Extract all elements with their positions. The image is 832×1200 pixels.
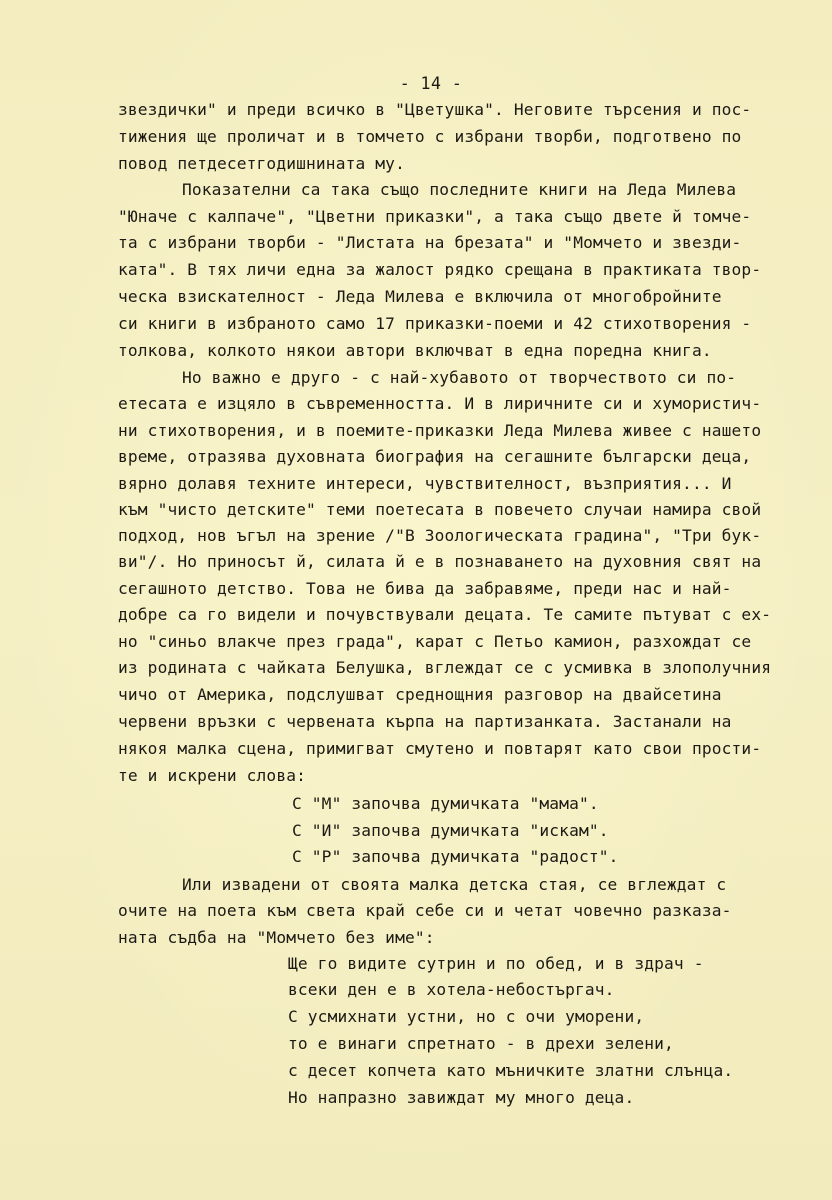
text-line: С "Р" започва думичката "радост". xyxy=(292,847,619,866)
text-line: тижения ще проличат и в томчето с избрани творби, подготвено по xyxy=(118,127,742,146)
text-line: ви"/. Но приносът й, силата й е в познаването на духовния свят на xyxy=(118,552,762,571)
text-line: чичо от Америка, подслушват среднощния разговор на двайсетина xyxy=(118,685,722,704)
text-line: повод петдесетгодишнината му. xyxy=(118,154,405,173)
text-line: толкова, колкото някои автори включват в една поредна книга. xyxy=(118,341,712,360)
text-line: ни стихотворения, и в поемите-приказки Леда Милева живее с нашето xyxy=(118,421,762,440)
text-line: добре са го видели и почувствували децата. Те самите пътуват с ех- xyxy=(118,605,772,624)
text-line: ческа взискателност - Леда Милева е включила от многобройните xyxy=(118,287,722,306)
page-number: - 14 - xyxy=(399,74,463,93)
text-line: си книги в избраното само 17 приказки-поеми и 42 стихотворения - xyxy=(118,314,752,333)
text-line: време, отразява духовната биография на сегашните български деца, xyxy=(118,447,752,466)
text-line: те и искрени слова: xyxy=(118,766,307,785)
text-line: звездички" и преди всичко в "Цветушка". Неговите търсения и пос- xyxy=(118,100,752,119)
text-line: ната съдба на "Момчето без име": xyxy=(118,928,435,947)
text-line: Ще го видите сутрин и по обед, и в здрач - xyxy=(288,954,704,973)
text-line: то е винаги спретнато - в дрехи зелени, xyxy=(288,1034,674,1053)
text-line: към "чисто детските" теми поетесата в повечето случаи намира свой xyxy=(118,500,762,519)
text-line: Но напразно завиждат му много деца. xyxy=(288,1088,635,1107)
text-line: с десет копчета като мъничките златни слънца. xyxy=(288,1061,734,1080)
text-line: С "И" започва думичката "искам". xyxy=(292,821,609,840)
text-line: Но важно е друго - с най-хубавото от творчеството си по- xyxy=(182,368,737,387)
text-line: Показателни са така също последните книги на Леда Милева xyxy=(182,180,737,199)
text-line: та с избрани творби - "Листата на брезата" и "Момчето и звезди- xyxy=(118,233,742,252)
text-line: подход, нов ъгъл на зрение /"В Зоологическата градина", "Три бук- xyxy=(118,526,762,545)
text-line: но "синьо влакче през града", карат с Петьо камион, разхождат се xyxy=(118,632,752,651)
text-line: всеки ден е в хотела-небостъргач. xyxy=(288,980,615,999)
text-line: очите на поета към света край себе си и четат човечно разказа- xyxy=(118,901,732,920)
text-line: сегашното детство. Това не бива да забравяме, преди нас и най- xyxy=(118,579,732,598)
text-line: вярно долавя техните интереси, чувствителност, възприятия... И xyxy=(118,474,732,493)
text-line: някоя малка сцена, примигват смутено и повтарят като свои прости- xyxy=(118,739,762,758)
text-line: из родината с чайката Белушка, вглеждат се с усмивка в злополучния xyxy=(118,658,772,677)
text-line: Или извадени от своята малка детска стая, се вглеждат с xyxy=(182,875,727,894)
text-line: червени връзки с червената кърпа на партизанката. Застанали на xyxy=(118,712,732,731)
text-line: ката". В тях личи една за жалост рядко срещана в практиката твор- xyxy=(118,260,762,279)
text-line: С "М" започва думичката "мама". xyxy=(292,794,599,813)
text-line: С усмихнати устни, но с очи уморени, xyxy=(288,1007,645,1026)
text-line: "Юначе с калпаче", "Цветни приказки", а така също двете й томче- xyxy=(118,207,752,226)
text-line: етесата е изцяло в съвременността. И в лиричните си и хумористич- xyxy=(118,394,762,413)
